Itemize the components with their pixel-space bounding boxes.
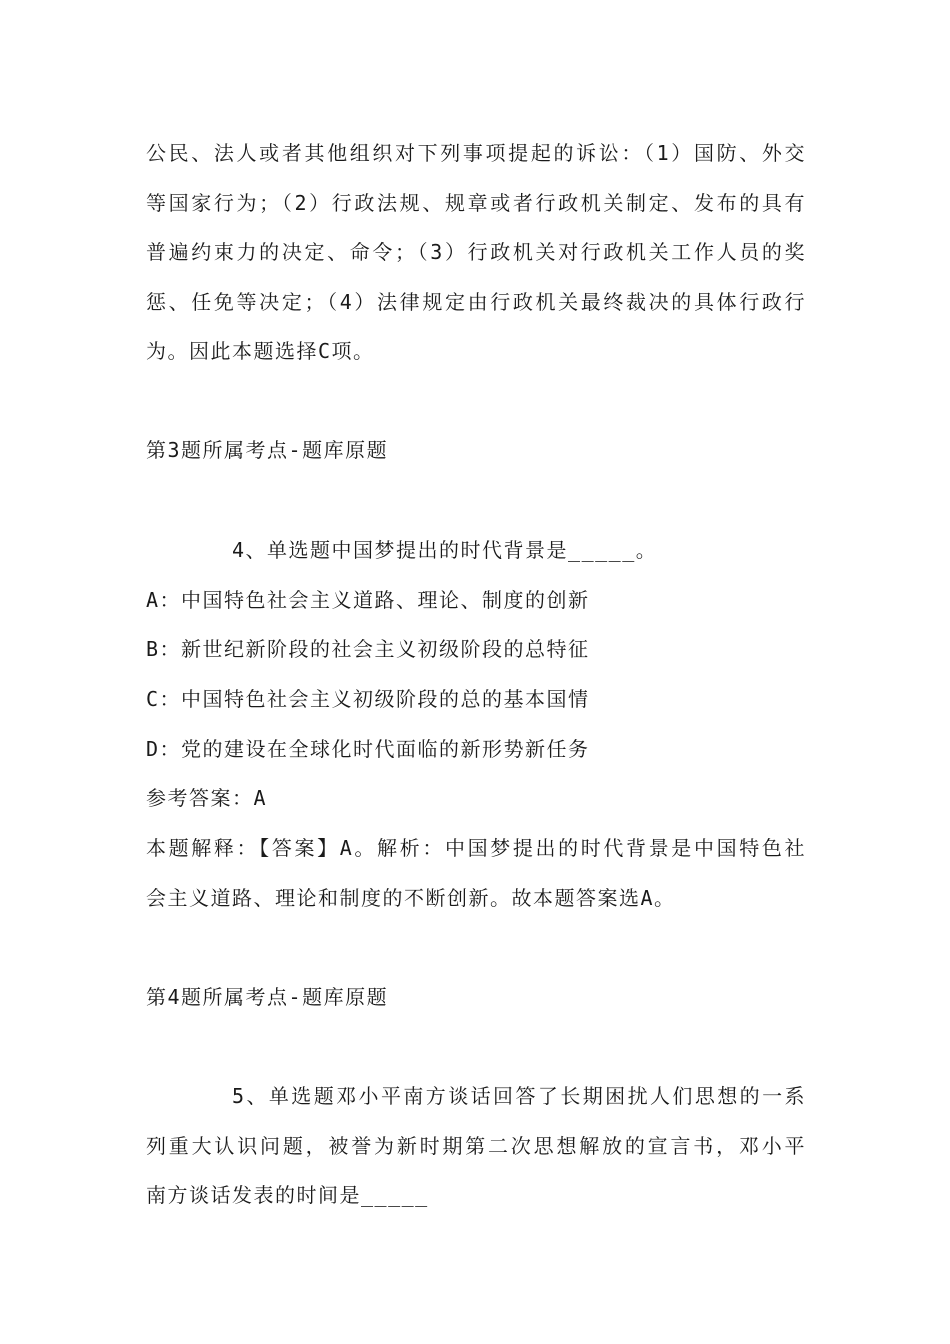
q4-option-b: B：新世纪新阶段的社会主义初级阶段的总特征	[146, 637, 590, 661]
prev-explanation-line-4: 惩、任免等决定；（4）法律规定由行政机关最终裁决的具体行政行	[146, 290, 806, 314]
q4-option-c: C：中国特色社会主义初级阶段的总的基本国情	[146, 687, 590, 711]
q4-stem: 4、单选题中国梦提出的时代背景是_____。	[232, 538, 658, 562]
prev-explanation-line-2: 等国家行为；（2）行政法规、规章或者行政机关制定、发布的具有	[146, 191, 806, 215]
q5-stem-line-1: 5、单选题邓小平南方谈话回答了长期困扰人们思想的一系	[232, 1084, 806, 1108]
q4-source-label: 第4题所属考点-题库原题	[146, 985, 389, 1009]
q4-explanation-line-2: 会主义道路、理论和制度的不断创新。故本题答案选A。	[146, 886, 676, 910]
q4-option-a: A：中国特色社会主义道路、理论、制度的创新	[146, 588, 590, 612]
prev-explanation-line-3: 普遍约束力的决定、命令；（3）行政机关对行政机关工作人员的奖	[146, 240, 806, 264]
prev-explanation-line-1: 公民、法人或者其他组织对下列事项提起的诉讼：（1）国防、外交	[146, 141, 806, 165]
q5-stem-line-2: 列重大认识问题，被誉为新时期第二次思想解放的宣言书，邓小平	[146, 1134, 806, 1158]
q3-source-label: 第3题所属考点-题库原题	[146, 438, 389, 462]
q4-answer: 参考答案：A	[146, 786, 268, 810]
q4-option-d: D：党的建设在全球化时代面临的新形势新任务	[146, 737, 590, 761]
prev-explanation-line-5: 为。因此本题选择C项。	[146, 339, 375, 363]
q4-explanation-line-1: 本题解释：【答案】A。解析：中国梦提出的时代背景是中国特色社	[146, 836, 806, 860]
q5-stem-line-3: 南方谈话发表的时间是_____	[146, 1183, 429, 1207]
